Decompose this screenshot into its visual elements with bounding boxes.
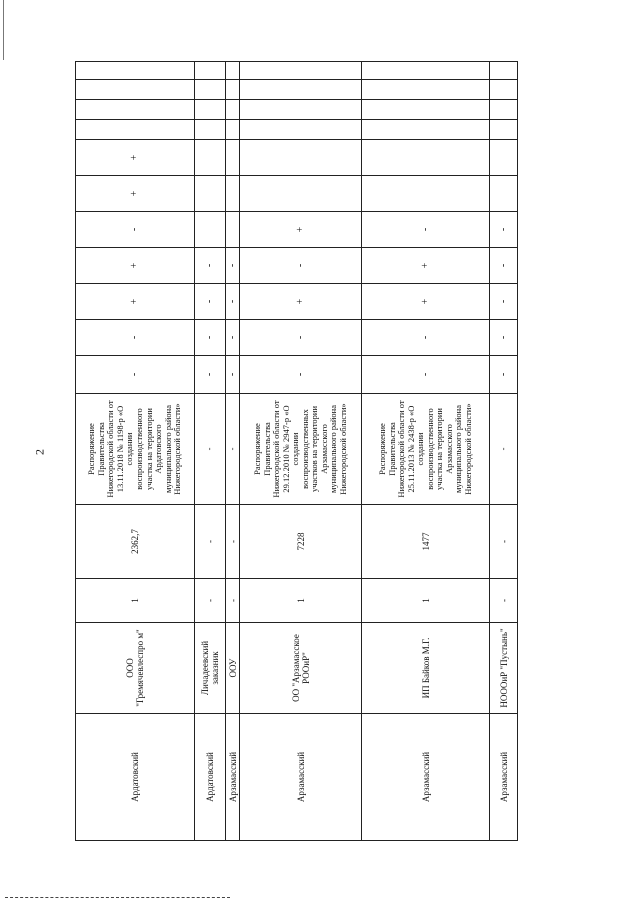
mark-cell [362, 100, 490, 120]
count-cell: 1 [362, 579, 490, 623]
mark-cell: - [240, 356, 362, 394]
mark-cell: - [76, 320, 195, 356]
rotated-table-wrapper [75, 66, 516, 841]
document-cell: Распоряжение Правительства Нижегородской области от 25.11.2013 № 2438-р «О создании воспроизводственного участка на территории Арзамасского муниципального района Нижегородской области» [362, 394, 490, 505]
organization-cell: НОООиР "Пустынь" [490, 623, 518, 714]
organization-cell: ООО "Гремячевлеспро м" [76, 623, 195, 714]
mark-cell [490, 176, 518, 212]
count-cell: - [195, 579, 226, 623]
mark-cell: - [226, 320, 240, 356]
mark-cell: - [240, 320, 362, 356]
mark-cell [195, 120, 226, 140]
document-cell: - [226, 394, 240, 505]
mark-cell [226, 212, 240, 248]
count-cell: 1 [240, 579, 362, 623]
mark-cell [226, 140, 240, 176]
mark-cell [226, 120, 240, 140]
mark-cell [76, 80, 195, 100]
organization-cell: Личадеевский заказник [195, 623, 226, 714]
mark-cell [490, 100, 518, 120]
mark-cell: - [195, 284, 226, 320]
table-row [362, 62, 490, 841]
reproduction-areas-table [75, 61, 518, 841]
mark-cell: - [76, 212, 195, 248]
mark-cell [195, 140, 226, 176]
mark-cell: - [195, 320, 226, 356]
mark-cell: - [226, 248, 240, 284]
table-row [226, 62, 240, 841]
count-cell: - [226, 579, 240, 623]
mark-cell: - [226, 284, 240, 320]
mark-cell [226, 100, 240, 120]
mark-cell [76, 120, 195, 140]
mark-cell [195, 212, 226, 248]
mark-cell: - [490, 284, 518, 320]
mark-cell: - [362, 212, 490, 248]
mark-cell: - [362, 320, 490, 356]
mark-cell: - [195, 248, 226, 284]
district-cell: Ардатовский [76, 714, 195, 841]
mark-cell [490, 62, 518, 80]
mark-cell: - [76, 356, 195, 394]
mark-cell: - [226, 356, 240, 394]
mark-cell: - [490, 320, 518, 356]
mark-cell [240, 120, 362, 140]
mark-cell [490, 140, 518, 176]
mark-cell [240, 100, 362, 120]
mark-cell [195, 176, 226, 212]
mark-cell: + [76, 176, 195, 212]
area-cell: - [226, 505, 240, 579]
district-cell: Арзамасский [240, 714, 362, 841]
mark-cell: - [490, 248, 518, 284]
mark-cell: - [490, 356, 518, 394]
mark-cell [240, 176, 362, 212]
organization-cell: ОО "Арзамасское РООиР" [240, 623, 362, 714]
mark-cell [362, 176, 490, 212]
mark-cell: - [362, 356, 490, 394]
scan-bottom-line [5, 897, 230, 898]
mark-cell [240, 62, 362, 80]
district-cell: Арзамасский [226, 714, 240, 841]
mark-cell: + [362, 284, 490, 320]
mark-cell [195, 80, 226, 100]
mark-cell [76, 100, 195, 120]
mark-cell [195, 62, 226, 80]
mark-cell [362, 62, 490, 80]
mark-cell: + [240, 284, 362, 320]
mark-cell: + [76, 248, 195, 284]
mark-cell [362, 140, 490, 176]
mark-cell: + [76, 284, 195, 320]
area-cell: 2362,7 [76, 505, 195, 579]
mark-cell: - [490, 212, 518, 248]
document-cell: Распоряжение Правительства Нижегородской области от 29.12.2010 № 2947-р «О создании воспроизводственных участков на территории Арзамасского муниципального района Нижегородской области» [240, 394, 362, 505]
mark-cell [362, 80, 490, 100]
mark-cell: + [362, 248, 490, 284]
mark-cell: + [76, 140, 195, 176]
mark-cell [226, 80, 240, 100]
mark-cell: - [195, 356, 226, 394]
district-cell: Ардатовский [195, 714, 226, 841]
mark-cell [362, 120, 490, 140]
mark-cell [76, 62, 195, 80]
page-number: 2 [32, 449, 47, 455]
mark-cell: - [240, 248, 362, 284]
document-cell: - [195, 394, 226, 505]
table-row [76, 62, 195, 841]
table-row [195, 62, 226, 841]
document-cell: Распоряжение Правительства Нижегородской области от 13.11.2018 № 1198-р «О создании воспроизводственного участка на территории Ардатовского муниципального района Нижегородской области» [76, 394, 195, 505]
area-cell: - [490, 505, 518, 579]
district-cell: Арзамасский [490, 714, 518, 841]
mark-cell [240, 80, 362, 100]
table-row [490, 62, 518, 841]
area-cell: 1477 [362, 505, 490, 579]
district-cell: Арзамасский [362, 714, 490, 841]
mark-cell: + [240, 212, 362, 248]
mark-cell [226, 176, 240, 212]
count-cell: - [490, 579, 518, 623]
mark-cell [490, 80, 518, 100]
count-cell: 1 [76, 579, 195, 623]
mark-cell [490, 120, 518, 140]
mark-cell [195, 100, 226, 120]
table-row [240, 62, 362, 841]
area-cell: 7228 [240, 505, 362, 579]
document-cell: - [490, 394, 518, 505]
mark-cell [240, 140, 362, 176]
organization-cell: ИП Байков М.Г. [362, 623, 490, 714]
organization-cell: ООУ [226, 623, 240, 714]
mark-cell [226, 62, 240, 80]
scan-edge-mark [3, 0, 4, 60]
area-cell: - [195, 505, 226, 579]
